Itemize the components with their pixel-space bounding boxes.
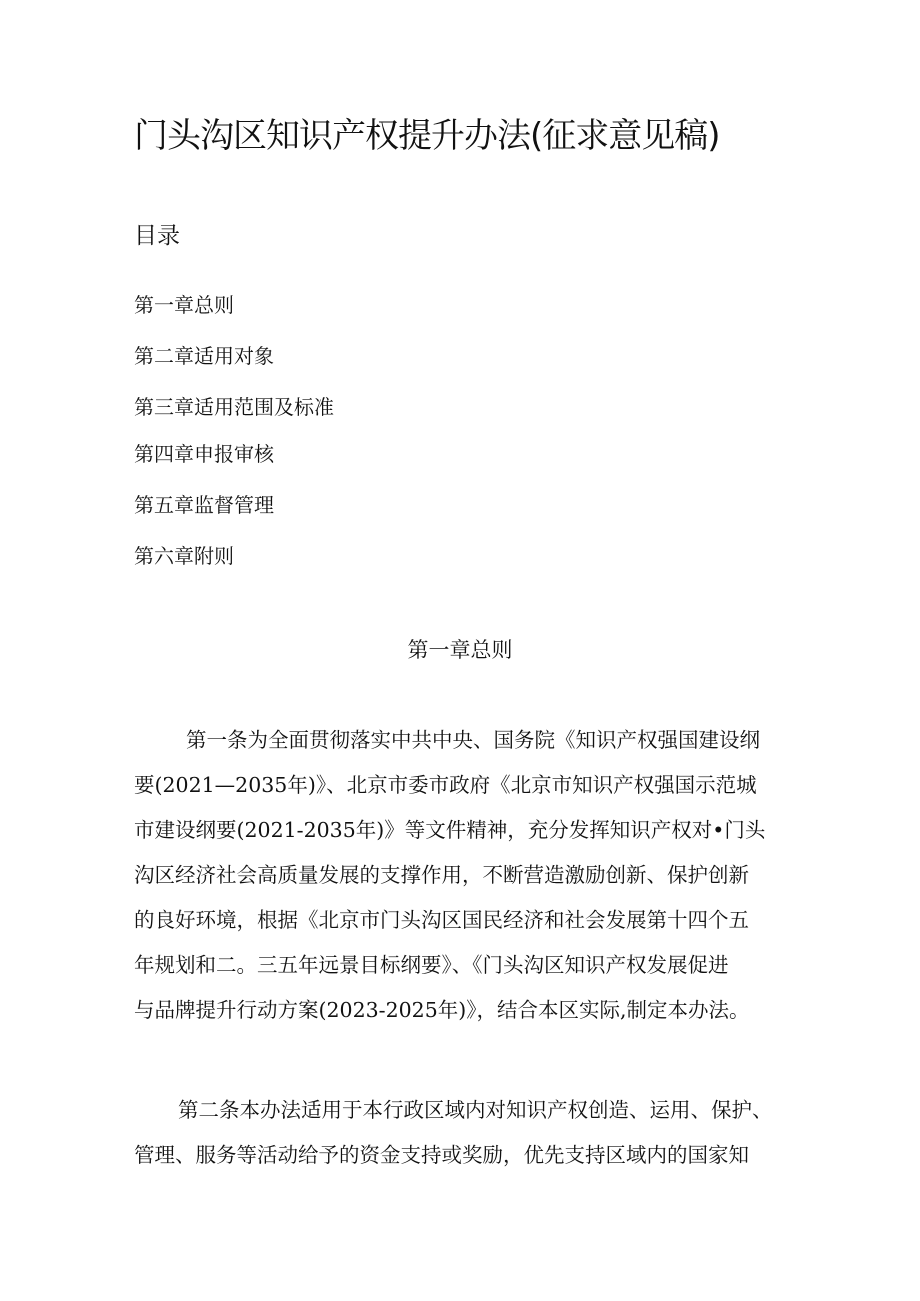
toc-item-chapter-3: 第三章适用范围及标准: [134, 395, 334, 419]
toc-item-chapter-2: 第二章适用对象: [134, 344, 274, 368]
chapter-1-heading: 第一章总则: [407, 638, 513, 662]
paragraph-line: 沟区经济社会高质量发展的支撑作用，不断营造激励创新、保护创新: [134, 863, 749, 887]
toc-heading: 目录: [134, 223, 180, 249]
paragraph-line: 与品牌提升行动方案(2023-2025年)》，结合本区实际,制定本办法。: [134, 998, 750, 1022]
paragraph-line: 年规划和二。三五年远景目标纲要》、《门头沟区知识产权发展促进: [134, 953, 729, 977]
toc-item-chapter-4: 第四章申报审核: [134, 442, 274, 466]
toc-item-chapter-1: 第一章总则: [134, 293, 234, 317]
paragraph-line: 管理、服务等活动给予的资金支持或奖励，优先支持区域内的国家知: [134, 1143, 749, 1167]
paragraph-line: 第一条为全面贯彻落实中共中央、国务院《知识产权强国建设纲: [186, 728, 760, 752]
document-title: 门头沟区知识产权提升办法(征求意见稿): [134, 116, 720, 156]
article-1-paragraph: [134, 718, 784, 1033]
paragraph-line: 要(2021—2035年)》、北京市委市政府《北京市知识产权强国示范城: [134, 773, 757, 797]
toc-item-chapter-5: 第五章监督管理: [134, 493, 274, 517]
table-of-contents: [134, 288, 334, 590]
paragraph-line: 第二条本办法适用于本行政区域内对知识产权创造、运用、保护、: [178, 1098, 773, 1122]
paragraph-line: 市建设纲要(2021-2035年)》等文件精神，充分发挥知识产权对•门头: [134, 818, 766, 842]
toc-item-chapter-6: 第六章附则: [134, 544, 234, 568]
article-2-paragraph: [134, 1088, 784, 1178]
paragraph-line: 的良好环境，根据《北京市门头沟区国民经济和社会发展第十四个五: [134, 908, 749, 932]
